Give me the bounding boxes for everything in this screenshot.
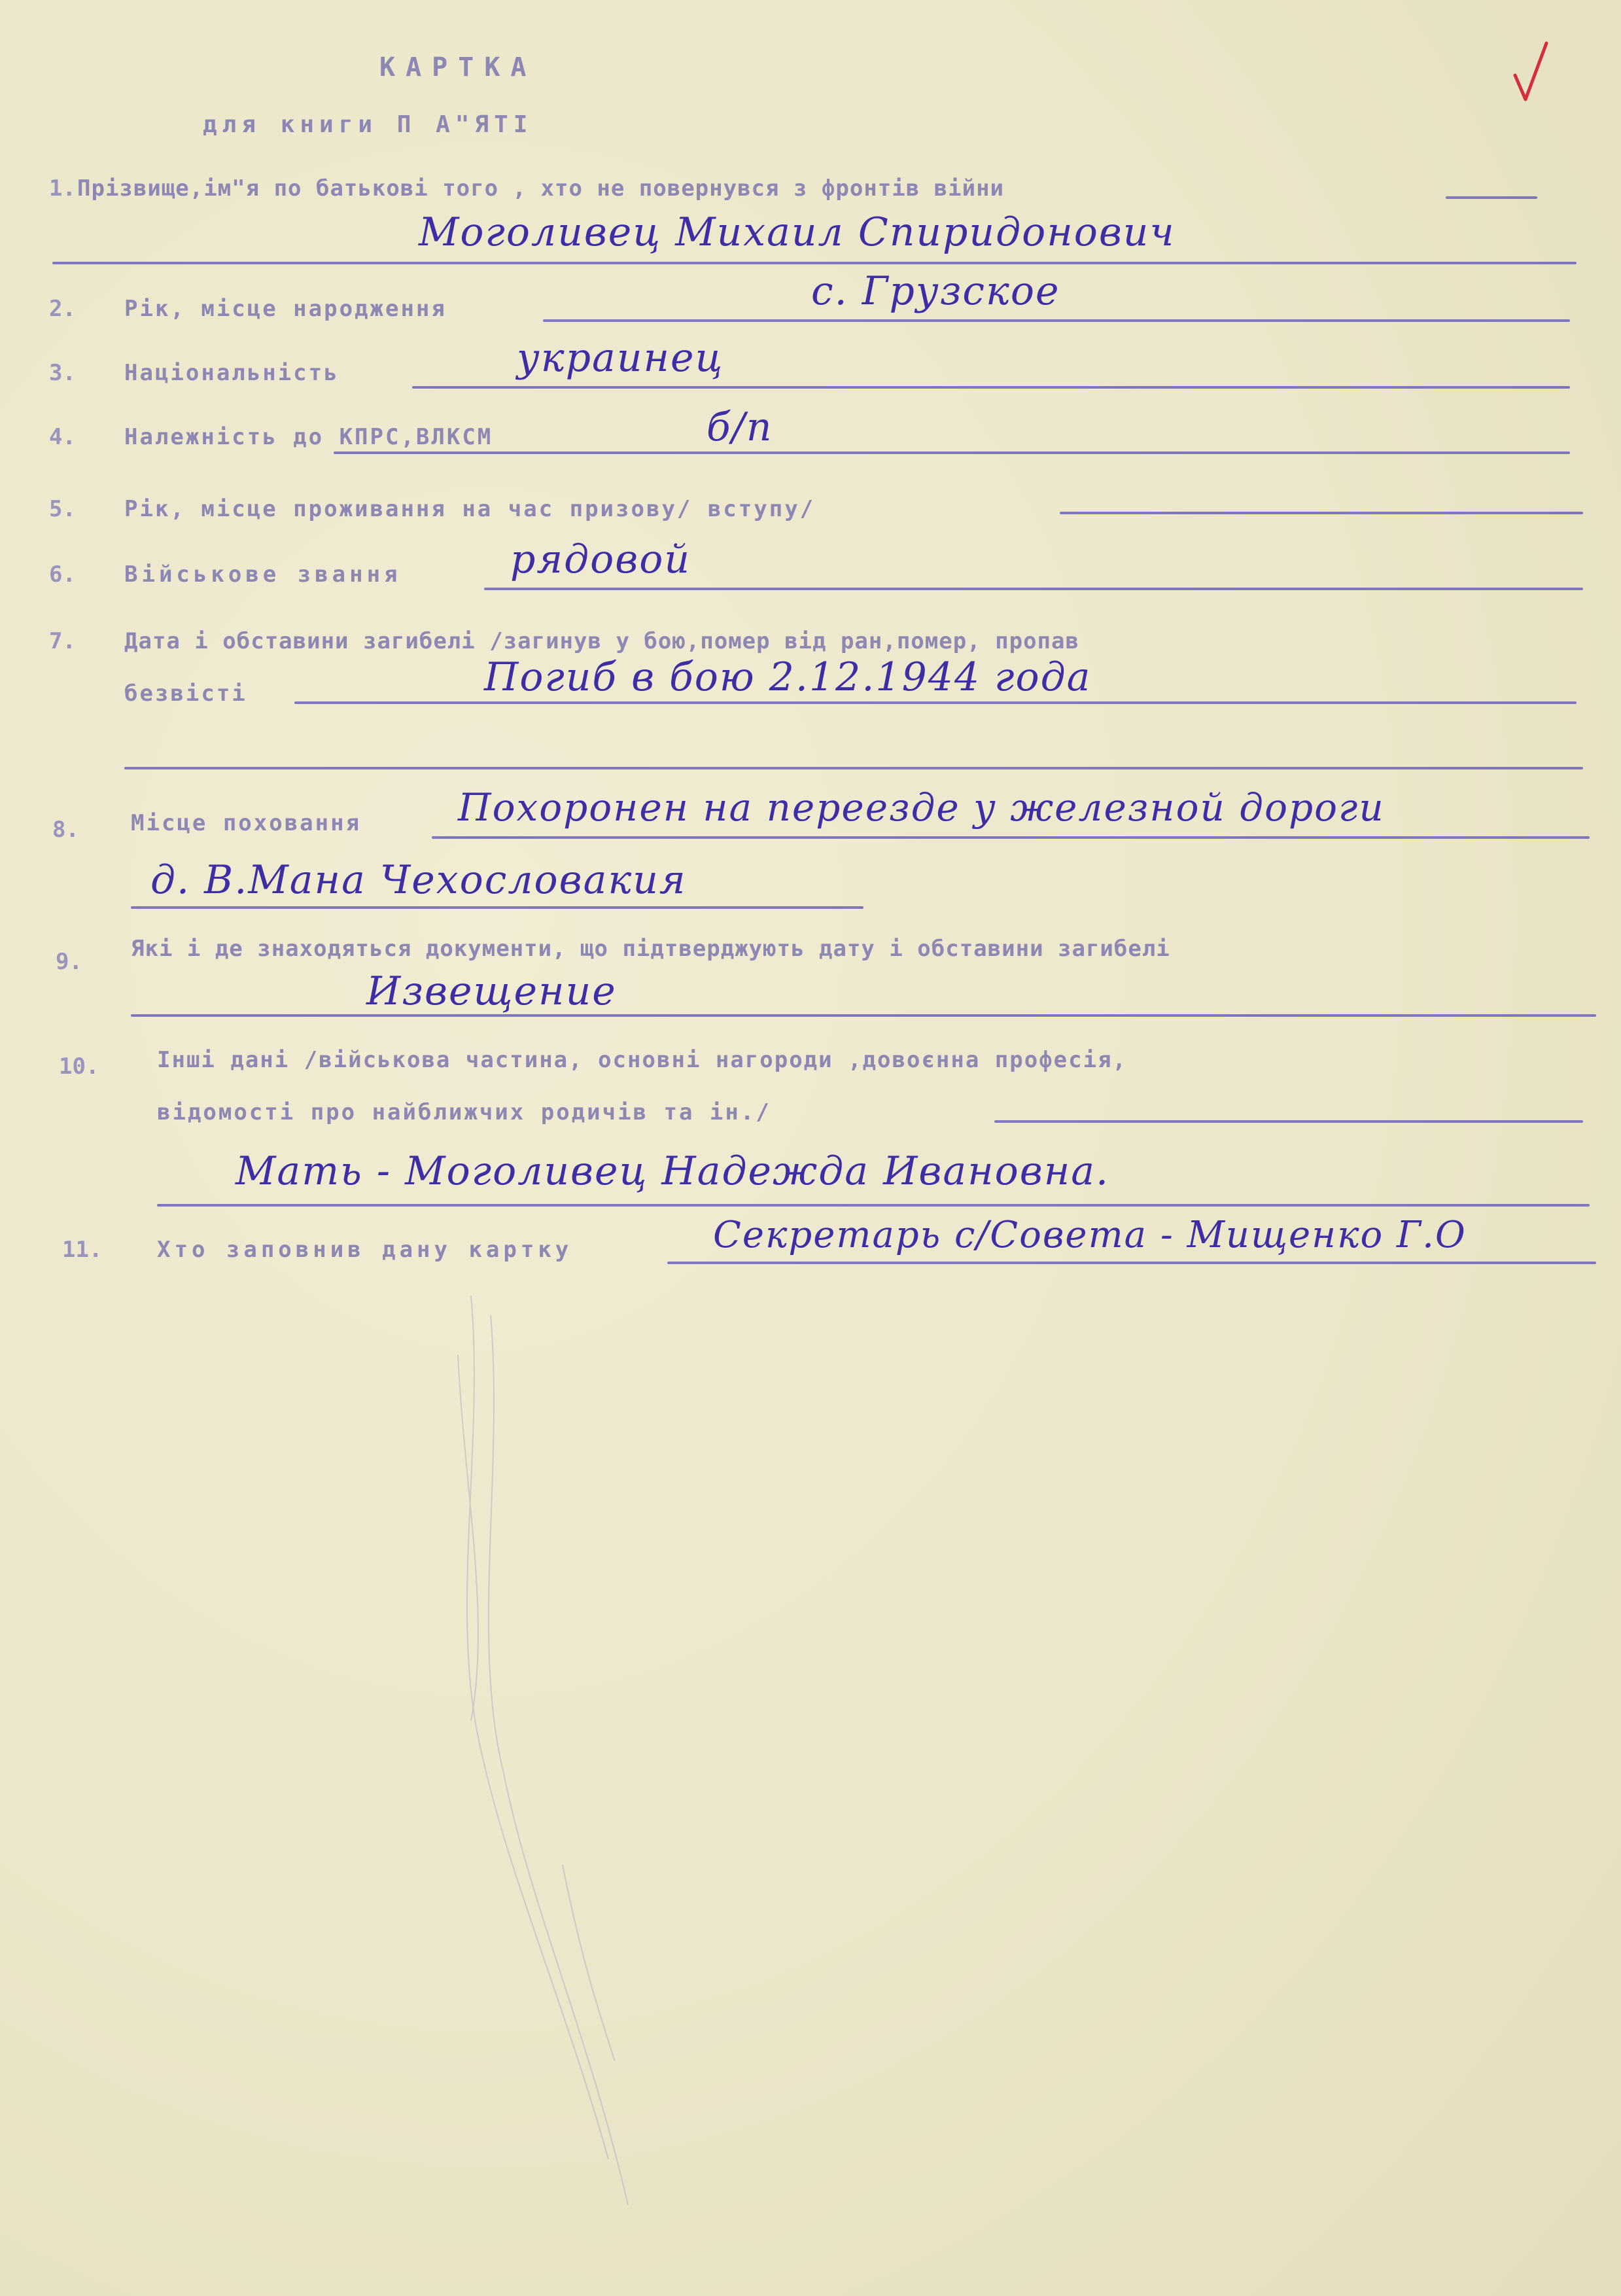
field-6-label: Військове звання: [124, 561, 402, 588]
field-4-line: [334, 451, 1570, 454]
field-11-value: Секретарь с/Совета - Мищенко Г.О: [713, 1214, 1467, 1256]
field-5-line: [1060, 512, 1583, 514]
field-1-line-b: [52, 262, 1577, 264]
red-check-mark: [1511, 39, 1550, 105]
field-2-line: [543, 319, 1570, 322]
card-subtitle: для книги П А"ЯТІ: [203, 111, 533, 138]
field-11-number: 11.: [62, 1237, 103, 1263]
field-5-label: Рік, місце проживання на час призову/ вступу/: [124, 496, 816, 522]
field-9-number: 9.: [56, 949, 82, 975]
field-10-number: 10.: [59, 1053, 99, 1080]
field-3-number: 3.: [49, 360, 76, 386]
field-4-number: 4.: [49, 424, 76, 450]
field-6-number: 6.: [49, 561, 76, 588]
field-7-line-b: [124, 767, 1583, 769]
field-1-value: Моголивец Михаил Спиридонович: [419, 209, 1176, 255]
card-title: КАРТКА: [379, 52, 537, 82]
field-7-label: Дата і обставини загибелі /загинув у бою,помер від ран,помер, пропав: [124, 628, 1079, 654]
field-1-number: 1.: [49, 175, 76, 202]
field-5-number: 5.: [49, 496, 76, 522]
field-2-value: с. Грузское: [811, 268, 1060, 314]
field-3-value: украинец: [517, 335, 724, 381]
field-9-value: Извещение: [366, 968, 617, 1014]
field-6-value: рядовой: [510, 537, 691, 582]
field-6-line: [484, 588, 1583, 590]
field-2-label: Рік, місце народження: [124, 296, 447, 322]
field-8-label: Місце поховання: [131, 810, 362, 836]
field-7-value: Погиб в бою 2.12.1944 года: [484, 654, 1092, 700]
field-10-label: Інші дані /військова частина, основні нагороди ,довоєнна професія,: [157, 1047, 1128, 1073]
field-8-value: Похоронен на переезде у железной дороги: [458, 785, 1385, 830]
field-9-line: [131, 1014, 1596, 1017]
field-7-line-a: [294, 701, 1577, 704]
field-10-line-a: [994, 1120, 1583, 1123]
field-10-value: Мать - Моголивец Надежда Ивановна.: [235, 1148, 1110, 1194]
field-10-label-cont: відомості про найближчих родичів та ін./: [157, 1099, 771, 1125]
field-1-label: Прізвище,ім"я по батькові того , хто не повернувся з фронтів війни: [77, 175, 1005, 202]
field-8-number: 8.: [52, 817, 79, 843]
field-11-label: Хто заповнив дану картку: [157, 1237, 573, 1263]
field-7-number: 7.: [49, 628, 76, 654]
field-7-label-cont: безвісті: [124, 680, 247, 707]
field-8-line-b: [131, 906, 863, 909]
field-4-value: б/п: [706, 404, 773, 450]
field-2-number: 2.: [49, 296, 76, 322]
field-8-value-cont: д. В.Мана Чехословакия: [150, 857, 687, 903]
field-8-line-a: [432, 836, 1590, 839]
field-3-label: Національність: [124, 360, 340, 386]
field-11-line: [667, 1262, 1596, 1264]
field-9-label: Які і де знаходяться документи, що підтверджують дату і обставини загибелі: [131, 936, 1170, 962]
field-1-line-a: [1446, 196, 1537, 199]
field-10-line-b: [157, 1204, 1590, 1207]
field-4-label: Належність до КПРС,ВЛКСМ: [124, 424, 493, 450]
field-3-line: [412, 386, 1570, 389]
pencil-scratch-marks: [392, 1276, 720, 2257]
